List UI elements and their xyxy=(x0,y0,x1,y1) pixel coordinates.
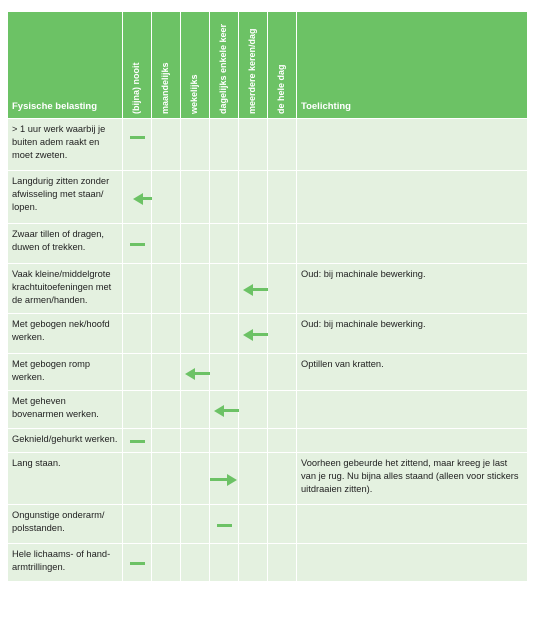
header-monthly xyxy=(152,12,181,119)
frequency-cell xyxy=(152,171,181,224)
frequency-cell xyxy=(210,505,239,544)
arrow-head xyxy=(133,193,143,205)
frequency-cell xyxy=(181,544,210,582)
row-label: Langdurig zitten zonder afwisseling met staan/ lopen. xyxy=(8,171,123,224)
row-note xyxy=(297,544,528,582)
frequency-cell xyxy=(123,264,152,314)
header-weekly xyxy=(181,12,210,119)
row-label: > 1 uur werk waarbij je buiten adem raakt en moet zweten. xyxy=(8,119,123,171)
row-label: Lang staan. xyxy=(8,453,123,505)
frequency-cell xyxy=(152,391,181,429)
arrow-head xyxy=(214,405,224,417)
frequency-dash-mark xyxy=(130,562,145,565)
frequency-cell xyxy=(268,391,297,429)
header-row xyxy=(8,12,528,119)
frequency-cell xyxy=(268,264,297,314)
table-row xyxy=(8,314,528,354)
row-label: Hele lichaams- of hand-armtrillingen. xyxy=(8,544,123,582)
frequency-cell xyxy=(152,453,181,505)
frequency-cell xyxy=(268,314,297,354)
table-row xyxy=(8,505,528,544)
header-all-day-label: de hele dag xyxy=(276,64,286,114)
header-monthly-label: maandelijks xyxy=(160,62,170,114)
frequency-cell xyxy=(239,354,268,391)
row-label: Met gebogen nek/hoofd werken. xyxy=(8,314,123,354)
frequency-cell xyxy=(268,354,297,391)
arrow-head xyxy=(227,474,237,486)
row-note: Voorheen gebeurde het zittend, maar kreeg je last van je rug. Nu bijna alles staand (alleen voor stickers uitdraaien zitten). xyxy=(297,453,528,505)
frequency-cell xyxy=(210,453,239,505)
frequency-cell xyxy=(268,505,297,544)
frequency-dash-mark xyxy=(130,440,145,443)
header-several-per-day-label: meerdere keren/dag xyxy=(247,28,257,114)
frequency-cell xyxy=(210,429,239,453)
row-note xyxy=(297,119,528,171)
row-note xyxy=(297,224,528,264)
frequency-cell xyxy=(152,354,181,391)
frequency-cell xyxy=(152,429,181,453)
row-label: Vaak kleine/middelgrote krachtuitoefeningen met de armen/handen. xyxy=(8,264,123,314)
frequency-cell xyxy=(152,505,181,544)
row-label: Met gebogen romp werken. xyxy=(8,354,123,391)
table-row xyxy=(8,264,528,314)
row-note xyxy=(297,429,528,453)
frequency-cell xyxy=(268,453,297,505)
frequency-cell xyxy=(210,391,239,429)
row-label: Met geheven bovenarmen werken. xyxy=(8,391,123,429)
frequency-cell xyxy=(123,354,152,391)
row-note: Oud: bij machinale bewerking. xyxy=(297,314,528,354)
header-never xyxy=(123,12,152,119)
row-note: Oud: bij machinale bewerking. xyxy=(297,264,528,314)
frequency-cell xyxy=(152,544,181,582)
row-note xyxy=(297,391,528,429)
row-note: Optillen van kratten. xyxy=(297,354,528,391)
frequency-cell xyxy=(123,429,152,453)
frequency-cell xyxy=(210,171,239,224)
row-label: Ongunstige onderarm/ polsstanden. xyxy=(8,505,123,544)
frequency-cell xyxy=(123,544,152,582)
header-never-label: (bijna) nooit xyxy=(131,62,141,114)
table-row xyxy=(8,391,528,429)
frequency-cell xyxy=(210,224,239,264)
header-daily-few-label: dagelijks enkele keer xyxy=(218,23,228,114)
frequency-cell xyxy=(181,391,210,429)
frequency-cell xyxy=(123,119,152,171)
frequency-cell xyxy=(181,264,210,314)
row-note xyxy=(297,505,528,544)
frequency-cell xyxy=(268,224,297,264)
frequency-cell xyxy=(268,119,297,171)
arrow-right-mark xyxy=(210,478,228,481)
frequency-cell xyxy=(239,264,268,314)
frequency-cell xyxy=(239,314,268,354)
frequency-dash-mark xyxy=(130,243,145,246)
header-explanation: Toelichting xyxy=(297,12,528,119)
table-row xyxy=(8,354,528,391)
arrow-head xyxy=(243,329,253,341)
frequency-cell xyxy=(152,224,181,264)
frequency-dash-mark xyxy=(130,136,145,139)
frequency-cell xyxy=(239,505,268,544)
frequency-cell xyxy=(239,453,268,505)
frequency-cell xyxy=(210,314,239,354)
table-row xyxy=(8,224,528,264)
frequency-cell xyxy=(239,224,268,264)
frequency-cell xyxy=(239,171,268,224)
physical-load-table xyxy=(8,12,528,582)
frequency-cell xyxy=(123,453,152,505)
frequency-cell xyxy=(268,171,297,224)
header-physical-load: Fysische belasting xyxy=(8,12,123,119)
frequency-cell xyxy=(123,171,152,224)
table-row xyxy=(8,429,528,453)
frequency-cell xyxy=(181,314,210,354)
frequency-cell xyxy=(239,544,268,582)
row-label: Zwaar tillen of dragen, duwen of trekken. xyxy=(8,224,123,264)
frequency-cell xyxy=(181,171,210,224)
table-row xyxy=(8,544,528,582)
arrow-head xyxy=(243,284,253,296)
arrow-head xyxy=(185,368,195,380)
header-weekly-label: wekelijks xyxy=(189,74,199,114)
row-note xyxy=(297,171,528,224)
frequency-cell xyxy=(181,505,210,544)
frequency-cell xyxy=(181,354,210,391)
table-row xyxy=(8,171,528,224)
header-several-per-day xyxy=(239,12,268,119)
frequency-cell xyxy=(239,119,268,171)
frequency-cell xyxy=(239,429,268,453)
table-row xyxy=(8,119,528,171)
frequency-cell xyxy=(152,264,181,314)
header-daily-few xyxy=(210,12,239,119)
frequency-cell xyxy=(152,314,181,354)
frequency-cell xyxy=(181,119,210,171)
frequency-dash-mark xyxy=(217,524,232,527)
frequency-cell xyxy=(181,429,210,453)
table-row xyxy=(8,453,528,505)
frequency-cell xyxy=(268,544,297,582)
frequency-cell xyxy=(152,119,181,171)
frequency-cell xyxy=(210,544,239,582)
frequency-cell xyxy=(210,354,239,391)
frequency-cell xyxy=(181,453,210,505)
frequency-cell xyxy=(181,224,210,264)
frequency-cell xyxy=(210,264,239,314)
header-all-day xyxy=(268,12,297,119)
frequency-cell xyxy=(123,391,152,429)
frequency-cell xyxy=(268,429,297,453)
frequency-cell xyxy=(123,314,152,354)
frequency-cell xyxy=(210,119,239,171)
frequency-cell xyxy=(123,505,152,544)
frequency-cell xyxy=(123,224,152,264)
row-label: Geknield/gehurkt werken. xyxy=(8,429,123,453)
frequency-cell xyxy=(239,391,268,429)
